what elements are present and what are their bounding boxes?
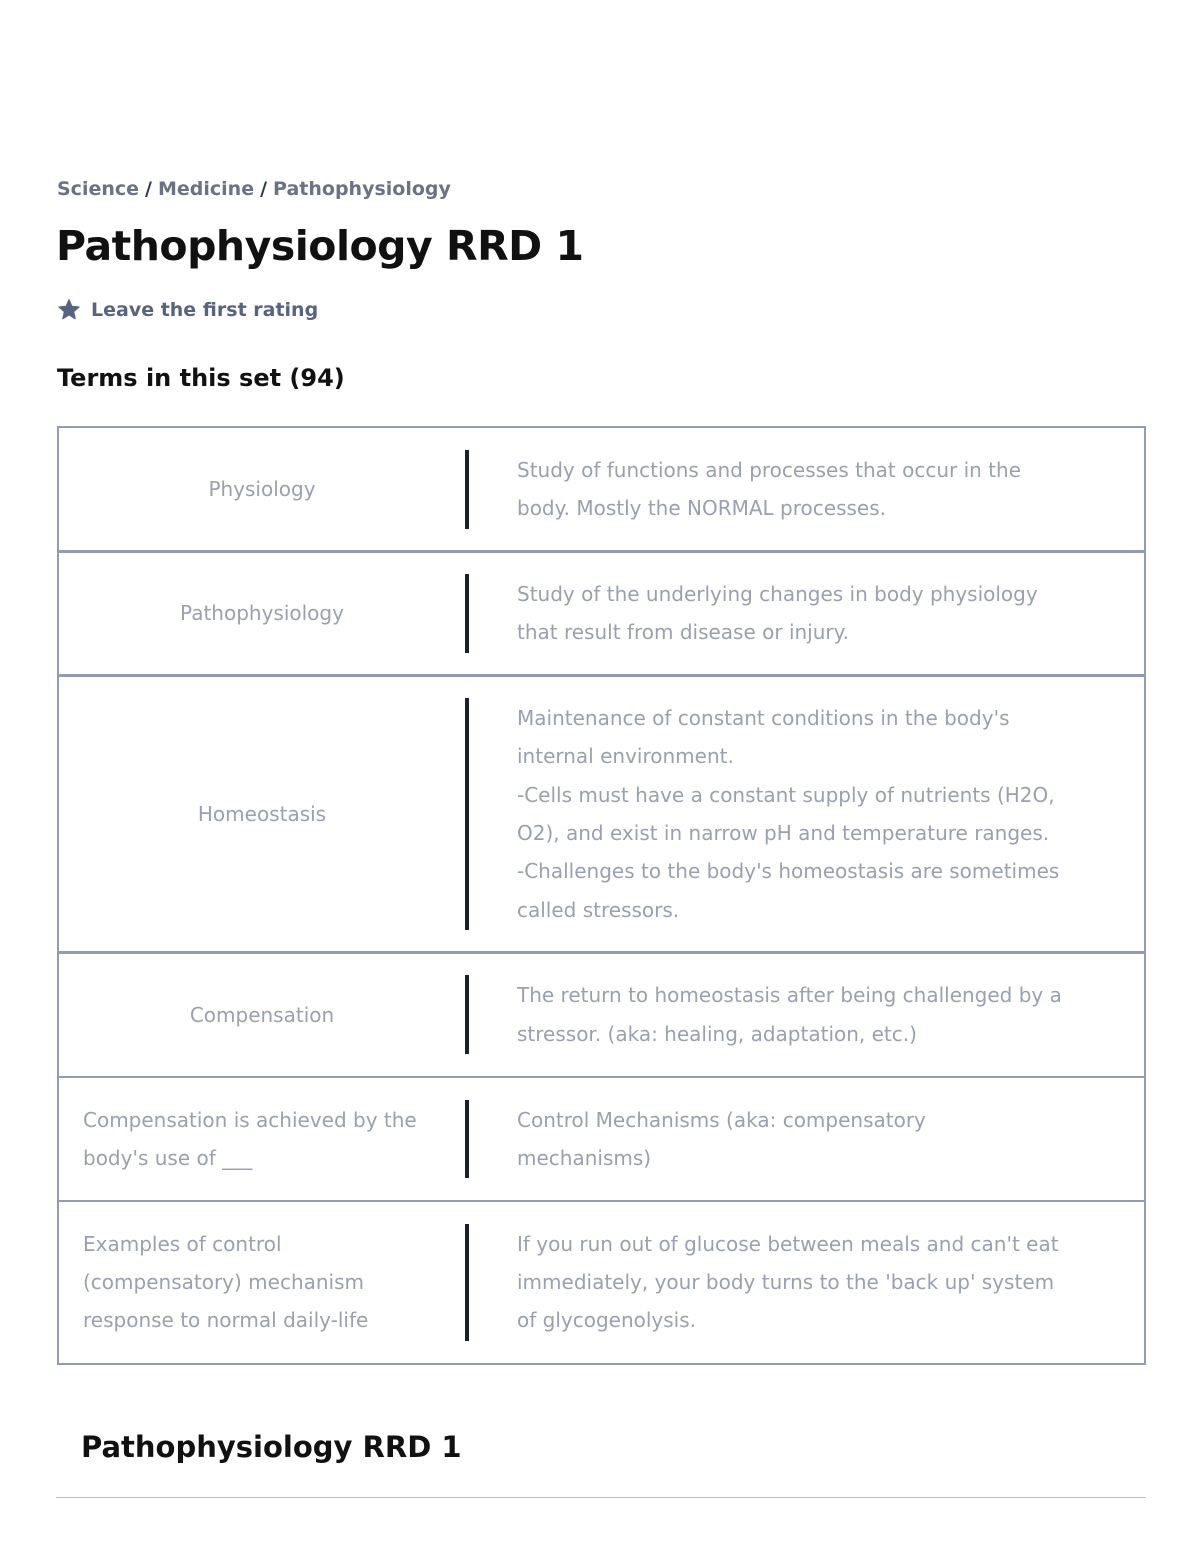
definition-text: If you run out of glucose between meals and can't eat immediately, your body turns to the 'back up' system of glycogenolysis. <box>517 1231 1059 1333</box>
page-title: Pathophysiology RRD 1 <box>56 222 584 270</box>
term-row <box>57 426 1146 553</box>
definition-text: Study of the underlying changes in body physiology that result from disease or injury. <box>517 582 1038 645</box>
footer-divider <box>56 1497 1146 1498</box>
term-text: Examples of control (compensatory) mechanism response to normal daily-life <box>83 1231 369 1332</box>
term-row <box>57 1076 1146 1203</box>
rating-link[interactable] <box>57 298 318 322</box>
term-text: Homeostasis <box>197 802 327 827</box>
definition-text: Maintenance of constant conditions in the body's internal environment. -Cells must have a constant supply of nutrients (H2O, O2), and exist in narrow pH and temperature ranges. -Challenges to the body's homeostasis are sometimes called stressors. <box>517 706 1060 922</box>
term-text: Pathophysiology <box>180 601 344 626</box>
terms-table <box>57 426 1146 1401</box>
term-text: Compensation <box>189 1002 335 1027</box>
definition-text: The return to homeostasis after being challenged by a stressor. (aka: healing, adaptation, etc.) <box>517 983 1062 1046</box>
breadcrumb <box>57 178 451 200</box>
breadcrumb-separator: / <box>260 178 268 200</box>
breadcrumb-item-science[interactable]: Science <box>57 178 140 200</box>
terms-heading: Terms in this set (94) <box>57 364 345 392</box>
definition-text: Study of functions and processes that occur in the body. Mostly the NORMAL processes. <box>517 458 1022 521</box>
breadcrumb-item-medicine[interactable]: Medicine <box>157 178 255 200</box>
rating-label: Leave the first rating <box>91 299 319 321</box>
term-row <box>57 550 1146 677</box>
breadcrumb-item-pathophysiology[interactable]: Pathophysiology <box>273 178 451 200</box>
star-icon <box>57 298 81 322</box>
term-text: Physiology <box>208 477 316 502</box>
breadcrumb-separator: / <box>145 178 152 200</box>
definition-text: Control Mechanisms (aka: compensatory mechanisms) <box>517 1107 926 1170</box>
term-row <box>57 1200 1146 1365</box>
term-row <box>57 951 1146 1078</box>
term-text: Compensation is achieved by the body's use of ___ <box>83 1107 417 1170</box>
term-row <box>57 674 1146 954</box>
footer-title: Pathophysiology RRD 1 <box>81 1430 462 1464</box>
